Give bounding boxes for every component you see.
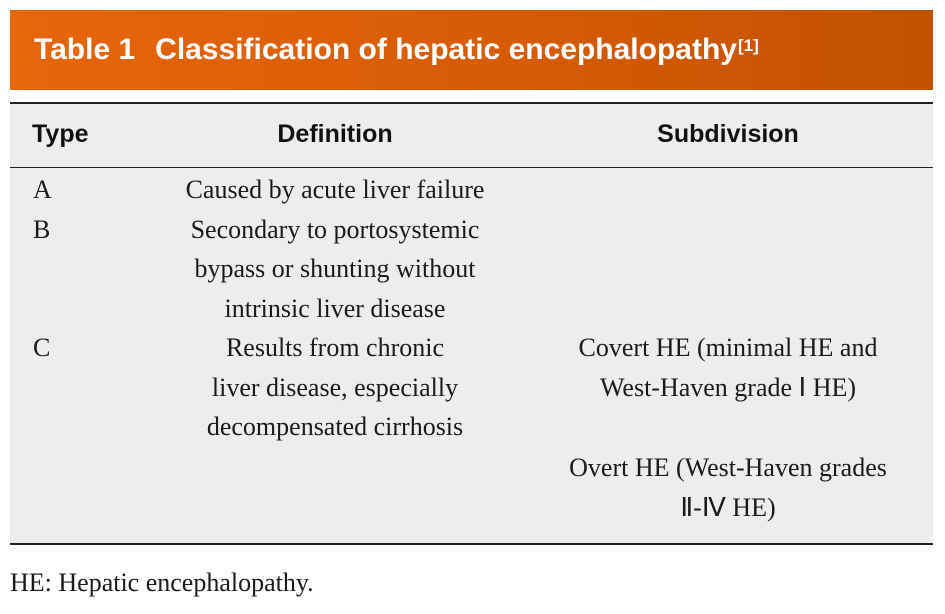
column-header-type: Type [32, 120, 89, 148]
table-top-rule [10, 102, 933, 104]
row-c-definition-line: Results from chronic [225, 333, 445, 362]
subdivision-line: Overt HE (West-Haven grades [569, 453, 887, 482]
table-header-rule [10, 167, 933, 168]
table-footnote: HE: Hepatic encephalopathy. [10, 568, 314, 597]
column-header-definition: Definition [277, 120, 393, 148]
subdivision-line: Covert HE (minimal HE and [578, 333, 878, 362]
row-b-definition-line: Secondary to portosystemic [190, 214, 480, 244]
row-a-definition [158, 170, 512, 210]
row-c-subdivision-covert [528, 328, 928, 407]
row-c-subdivision-overt [528, 448, 928, 527]
row-c-type: C [33, 333, 51, 362]
row-b-definition [158, 210, 512, 329]
row-c-definition-line: decompensated cirrhosis [206, 412, 464, 441]
row-b-type: B [33, 214, 51, 244]
subdivision-line: West-Haven grade Ⅰ HE) [599, 372, 857, 402]
row-c-definition-line: liver disease, especially [211, 372, 459, 402]
title-reference: [1] [737, 36, 759, 55]
row-c-definition [158, 328, 512, 447]
row-a-type: A [33, 175, 52, 204]
column-header-subdivision: Subdivision [657, 120, 799, 148]
row-b-definition-line: intrinsic liver disease [224, 293, 446, 323]
table-title-bar [10, 10, 933, 90]
row-b-definition-line: bypass or shunting without [194, 254, 476, 283]
table-bottom-rule [10, 543, 933, 545]
table-title: Classification of hepatic encephalopathy [155, 33, 737, 66]
table-number: Table 1 [34, 33, 136, 66]
row-a-definition-line: Caused by acute liver failure [185, 175, 485, 204]
subdivision-line: Ⅱ-Ⅳ HE) [680, 492, 776, 522]
